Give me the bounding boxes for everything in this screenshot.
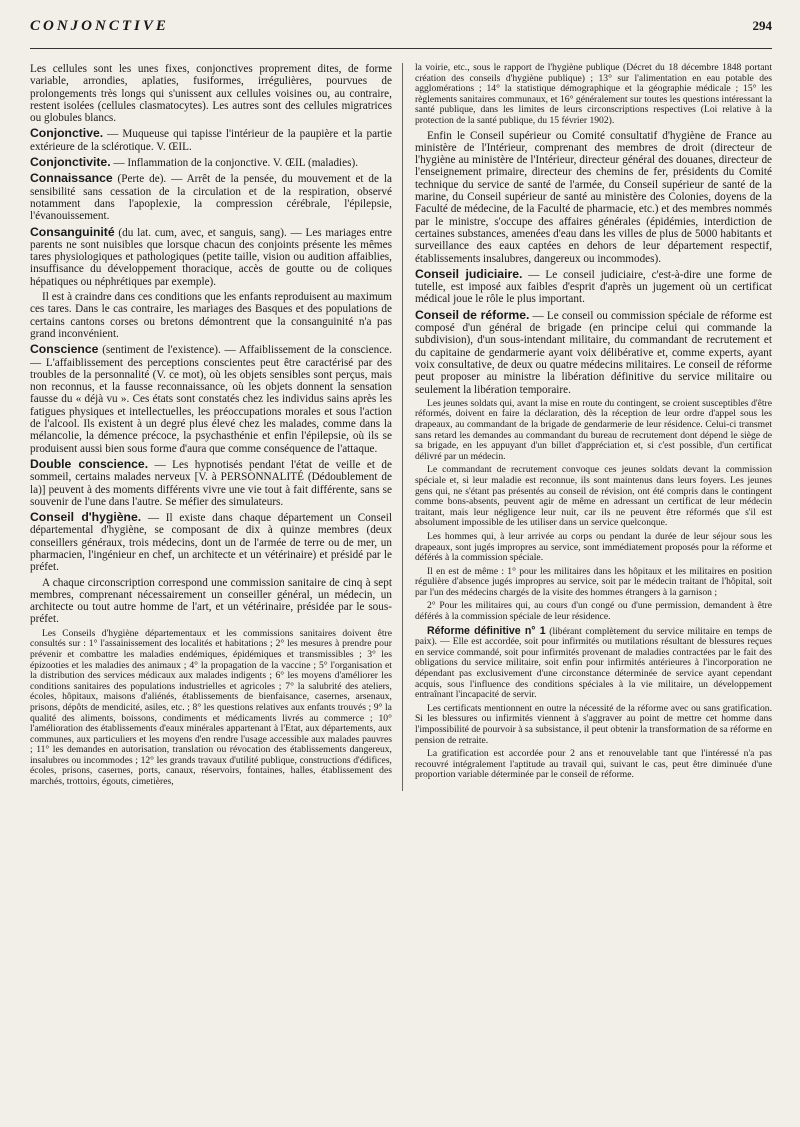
dictionary-entry [30, 156, 392, 169]
right-column [415, 63, 772, 791]
small-print-paragraph: Les certificats mentionnent en outre la nécessité de la réforme avec ou sans gratification. Si les blessures ou infirmités viennent à s'aggraver au point de mettre cet homme dans l'impossibilité de pourvoir à sa subsistance, il peut obtenir la transformation de sa réforme en pension de retraite. [414, 702, 772, 746]
entry-text: (Perte de). — Arrêt de la pensée, du mouvement et de la sensibilité sans cessation de la circulation et de la respiration, observé notamment dans l'apoplexie, la compression cérébrale, l'épilepsie, l'évanouissement. [30, 173, 392, 223]
dictionary-entry [30, 511, 392, 573]
small-print-paragraph: 2° Pour les militaires qui, au cours d'un congé ou d'une permission, demandent à être déférés à la commission spéciale de leur résidence. [414, 600, 772, 623]
paragraph: Les cellules sont les unes fixes, conjonctives proprement dites, de forme variable, arrondies, aplaties, fusiformes, irrégulières, pourvues de prolongements très longs qui s'unissent aux cellules voisines ou, au contraire, restent isolées (cellules clasmatocytes). Les autres sont des cellules migratrices ou globules blancs. [30, 63, 392, 125]
small-print-paragraph: Le commandant de recrutement convoque ces jeunes soldats devant la commission spéciale et, si leur maladie est reconnue, ils sont maintenus dans leurs foyers. Les jeunes gens qui, ne s'étant pas présentés au conseil de révision, ont été compris dans le contingent comme bons-absents, peuvent agir de même en adressant un certificat de leur médecin traitant, mais leur négligence leur nuit, car ils ne peuvent être réformés que s'il est absolument impossible de les utiliser dans un service quelconque. [414, 464, 772, 529]
entry-headword: Double conscience. [30, 456, 149, 471]
entry-headword: Consanguinité [30, 224, 115, 239]
dictionary-entry [415, 268, 772, 306]
two-column-body [30, 63, 772, 791]
running-header [30, 18, 772, 42]
dictionary-entry [30, 343, 392, 455]
entry-headword: Connaissance [30, 171, 113, 186]
entry-headword: Conjonctive. [30, 126, 104, 141]
entry-text: — Le conseil judiciaire, c'est-à-dire une forme de tutelle, est imposé aux faibles d'esprit d'après un jugement où un certificat médical joue le rôle le plus important. [414, 268, 772, 306]
entry-headword: Conseil d'hygiène. [30, 510, 142, 525]
dictionary-entry [30, 172, 392, 222]
small-print-paragraph: La gratification est accordée pour 2 ans et renouvelable tant que l'intéressé n'a pas recouvré intégralement l'aptitude au travail qui, suivant le cas, peut être diminuée d'une proportion variable déterminée par le conseil de réforme. [414, 748, 772, 781]
paragraph: Enfin le Conseil supérieur ou Comité consultatif d'hygiène de France au ministère de l'Intérieur, comprenant des membres de droit (directeur de l'hygiène au ministère de l'Intérieur, directeur général des douanes, directeur de l'enseignement primaire, directeur des chemins de fer, présidents du Comité technique du service de santé de l'armée, du Conseil supérieur de santé de la marine, du Conseil supérieur de santé au ministère des Colonies, doyens de la Faculté de médecine, de la Faculté de pharmacie, etc.) et des membres nommés par le ministre, s'occupe des affaires générales (épidémies, interdiction de certaines substances, amenées d'eau dans les villes de plus de 5000 habitants et surveillance des eaux captées en dehors de leur département respectif, établissements insalubres, dangereux ou incommodes). [414, 129, 772, 265]
dictionary-entry [415, 309, 772, 396]
entry-text: — Inflammation de la conjonctive. V. ŒIL (maladies). [110, 157, 358, 170]
paragraph: A chaque circonscription correspond une commission sanitaire de cinq à sept membres, comprenant nécessairement un conseiller général, un médecin, un architecte ou tout autre homme de l'art, et un vétérinaire, présidée par le sous-préfet. [30, 576, 392, 626]
dictionary-entry [30, 458, 392, 508]
entry-text: — Les hypnotisés pendant l'état de veille et de sommeil, certains malades nerveux [V. à PERSONNALITÉ (Dédoublement de la)] peuvent à des moments différents vivre une vie tout à fait différente, sans se souvenir de l'une dans l'autre. Se méfier des simulateurs. [30, 458, 392, 508]
entry-text: — Muqueuse qui tapisse l'intérieur de la paupière et la partie extérieure de la sclérotique. V. ŒIL. [30, 128, 392, 153]
entry-text: (du lat. cum, avec, et sanguis, sang). — Les mariages entre parents ne sont nuisibles que lorsque chacun des conjoints présente les mêmes tares physiologiques et pathologiques (petite taille, vision ou audition affaiblies, insuffisance du développement thoracique, accès de goutte ou de coliques hépatiques ou néphrétiques par exemple). [30, 226, 392, 288]
entry-text: — Le conseil ou commission spéciale de réforme est composé d'un général de brigade (en principe celui qui commande la subdivision), d'un sous-intendant militaire, du commandant de recrutement et du capitaine de gendarmerie ayant voix délibérative et, comme experts, ayant voix consultative, de deux ou quatre médecins militaires. Le conseil de réforme peut proposer au ministre la libération définitive du service militaire ou seulement la libération temporaire. [414, 309, 772, 396]
entry-headword: Conseil de réforme. [414, 307, 530, 322]
small-print-paragraph: la voirie, etc., sous le rapport de l'hygiène publique (Décret du 18 décembre 1848 portant création des conseils d'hygiène publique) ; 13° sur l'alimentation en eau potable des agglomérations ; 14° la statistique démographique et la géographie médicale ; 15° les règlements sanitaires communaux, et 16° généralement sur toutes les questions intéressant la santé publique, dans les limites de leurs circonscriptions respectives (Loi relative à la protection de la santé publique, du 15 février 1902). [414, 62, 772, 126]
small-print-paragraph: Les Conseils d'hygiène départementaux et les commissions sanitaires doivent être consultés sur : 1° l'assainissement des localités et habitations ; 2° les mesures à prendre pour prévenir et combattre les maladies endémiques, épidémiques et transmissibles ; 3° les épizooties et les maladies des animaux ; 4° la propagation de la vaccine ; 5° l'organisation et la distribution des services médicaux aux malades indigents ; 6° les moyens d'améliorer les conditions sanitaires des populations industrielles et agricoles ; 7° la salubrité des ateliers, écoles, hôpitaux, maisons d'aliénés, établissements de bienfaisance, casernes, arsenaux, prisons, dépôts de mendicité, asiles, etc. ; 8° les questions relatives aux enfants trouvés ; 9° la qualité des aliments, boissons, condiments et médicaments livrés au commerce ; 10° l'amélioration des établissements d'eaux minérales appartenant à l'Etat, aux départements, aux communes, aux particuliers et les moyens d'en rendre l'usage accessible aux malades pauvres ; 11° les demandes en autorisation, translation ou révocation des établissements dangereux, insalubres ou incommodes ; 12° les grands travaux d'utilité publique, constructions d'édifices, écoles, prisons, casernes, ports, canaux, réservoirs, fontaines, halles, établissement des marchés, trottoirs, égouts, cimetières, [30, 627, 392, 788]
page-number: 294 [752, 18, 772, 33]
entry-headword: Réforme définitive n° 1 [426, 624, 546, 637]
entry-text: (sentiment de l'existence). — Affaiblissement de la conscience. — L'affaiblissement des perceptions conscientes peut être caractérisé par des troubles de la personnalité (V. ce mot), où les objets sensibles sont perçus, mais non reconnus, et la fausse reconnaissance, où les objets donnent la sensation fausse du « déjà vu ». Ces états sont constatés chez les individus sains après les fatigues physiques et intellectuelles, les préoccupations morales et sous l'action de l'alcool. Ils existent à un degré plus élevé chez les malades, comme dans la mélancolie, la démence précoce, la psychasthénie et enfin l'épilepsie, où ils se produisent aussi bien sous forme d'aura que comme conséquence de l'attaque. [30, 344, 392, 455]
entry-headword: Conseil judiciaire. [414, 266, 523, 281]
small-print-paragraph: Il en est de même : 1° pour les militaires dans les hôpitaux et les militaires en position régulière d'absence jugés impropres au service, soit par le médecin traitant de l'hôpital, soit par l'un des médecins chargés de la visite des hommes étrangers à la garnison ; [414, 565, 772, 598]
dictionary-entry [30, 226, 392, 288]
entry-headword: Conscience [30, 342, 99, 357]
small-print-paragraph: Les hommes qui, à leur arrivée au corps ou pendant la durée de leur séjour sous les drapeaux, sont jugés impropres au service, sont immédiatement proposés pour la réforme et déférés à la commission spéciale. [414, 530, 772, 564]
small-print-paragraph: Les jeunes soldats qui, avant la mise en route du contingent, se croient susceptibles d'être réformés, doivent en faire la déclaration, dès la réception de leur ordre d'appel sous les drapeaux, au commandant de la brigade de gendarmerie de leur résidence. Celui-ci transmet sans retard les demandes au commandant du bureau de recrutement dont dépend le siège de sa brigade, en les appuyant d'un billet d'appréciation et, si c'est possible, d'un certificat délivré par un médecin. [414, 397, 772, 462]
entry-text: (libérant complètement du service militaire en temps de paix). — Elle est accordée, soit pour infirmités ou mutilations résultant de blessures reçues en service commandé, soit pour infirmités provenant de maladies contractées par le fait des obligations du service militaire, soit enfin pour infirmités antérieures à l'incorporation ne dépendant pas exclusivement d'une circonstance déterminée de service ayant cependant acquis, sous l'influence des conditions spéciales à la vie militaire, un développement entraînant l'incapacité de servir. [414, 625, 772, 701]
header-rule [30, 48, 772, 49]
paragraph: Il est à craindre dans ces conditions que les enfants reproduisent au maximum ces tares. Dans le cas contraire, les mariages des Basques et des populations de certains cantons corses ou bretons démontrent que la consanguinité n'a pas grand inconvénient. [30, 291, 392, 340]
entry-headword: Conjonctivite. [30, 155, 111, 170]
dictionary-entry [30, 127, 392, 153]
dictionary-entry [415, 626, 772, 701]
running-title: CONJONCTIVE [30, 18, 169, 34]
entry-text: — Il existe dans chaque département un Conseil départemental d'hygiène, se composant de dix à quinze membres (deux conseillers généraux, trois médecins, dont un de l'armée de terre ou de mer, un pharmacien, l'ingénieur en chef, un architecte et un vétérinaire) et présidé par le préfet. [30, 512, 392, 574]
left-column [30, 63, 403, 791]
